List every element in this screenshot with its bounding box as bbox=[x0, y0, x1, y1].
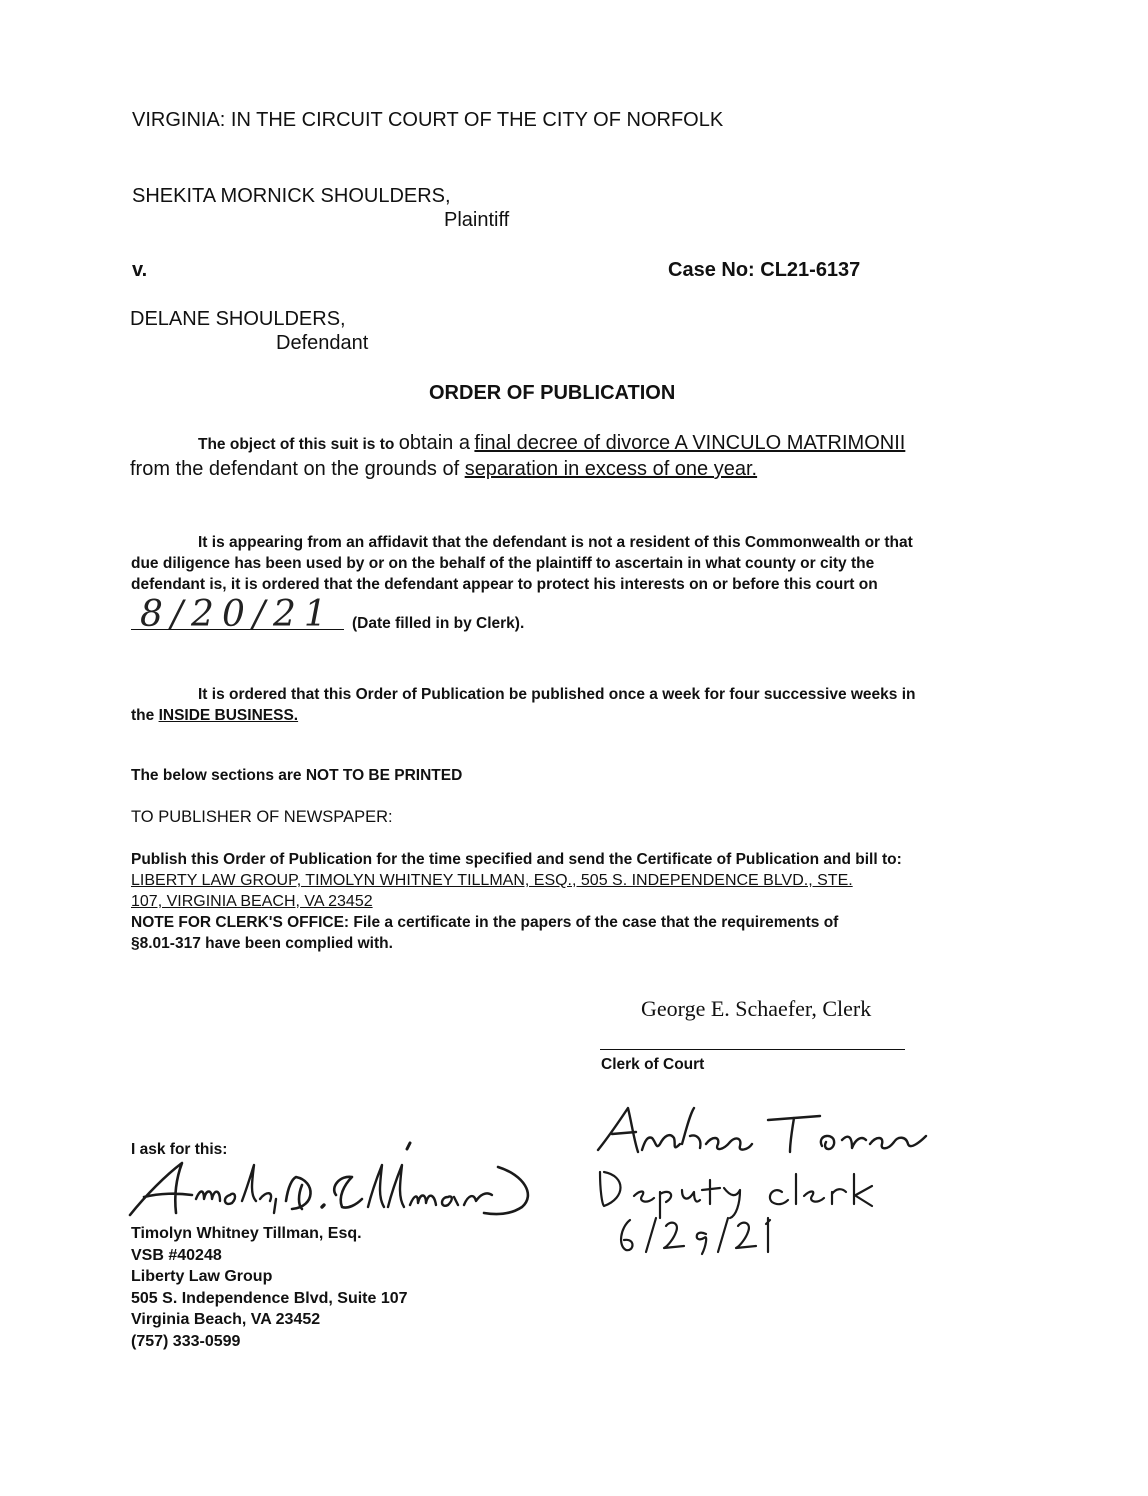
affidavit-paragraph bbox=[131, 532, 1011, 595]
court-heading: VIRGINIA: IN THE CIRCUIT COURT OF THE CITY OF NORFOLK bbox=[132, 109, 724, 131]
publisher-label: TO PUBLISHER OF NEWSPAPER: bbox=[131, 808, 393, 826]
object-lead-large: obtain a bbox=[398, 432, 470, 454]
attorney-vsb: VSB #40248 bbox=[131, 1246, 222, 1264]
clerk-note-line-1: NOTE FOR CLERK'S OFFICE: File a certificate in the papers of the case that the requirements of bbox=[131, 914, 839, 931]
attorney-block bbox=[131, 1223, 408, 1352]
deputy-clerk-signature bbox=[590, 1100, 960, 1260]
document-title: ORDER OF PUBLICATION bbox=[429, 382, 676, 404]
clerk-signature-line bbox=[600, 1049, 905, 1050]
publication-paragraph bbox=[131, 684, 1011, 726]
object-lead-small: The object of this suit is to bbox=[198, 436, 395, 453]
decree-type: final decree of divorce A VINCULO MATRIMONII bbox=[474, 432, 906, 454]
object-line-1 bbox=[198, 432, 905, 455]
defendant-name: DELANE SHOULDERS, bbox=[130, 308, 346, 330]
plaintiff-role: Plaintiff bbox=[444, 209, 510, 231]
object-line-2 bbox=[130, 458, 757, 481]
publish-instructions: Publish this Order of Publication for the time specified and send the Certificate of Publication and bill to: bbox=[131, 851, 902, 868]
newspaper-name: INSIDE BUSINESS. bbox=[158, 707, 299, 724]
attorney-firm: Liberty Law Group bbox=[131, 1268, 273, 1285]
date-note: (Date filled in by Clerk). bbox=[352, 615, 525, 632]
case-number: Case No: CL21-6137 bbox=[668, 259, 861, 281]
appearance-date-handwritten: 8/20/21 bbox=[140, 594, 335, 635]
divorce-grounds: separation in excess of one year. bbox=[464, 458, 758, 480]
affidavit-line-3: defendant is, it is ordered that the defendant appear to protect his interests on or before this court on bbox=[131, 576, 878, 593]
affidavit-line-2: due diligence has been used by or on the behalf of the plaintiff to ascertain in what county or city the bbox=[131, 555, 875, 572]
defendant-role: Defendant bbox=[276, 332, 369, 354]
attorney-address-1: 505 S. Independence Blvd, Suite 107 bbox=[131, 1289, 408, 1307]
bill-to-line-1: LIBERTY LAW GROUP, TIMOLYN WHITNEY TILLMAN, ESQ., 505 S. INDEPENDENCE BLVD., STE. bbox=[131, 872, 853, 889]
versus-label: v. bbox=[132, 259, 148, 281]
object-line2-lead: from the defendant on the grounds of bbox=[130, 458, 460, 480]
attorney-signature bbox=[126, 1135, 546, 1230]
ask-label: I ask for this: bbox=[131, 1141, 228, 1158]
attorney-phone: (757) 333-0599 bbox=[131, 1332, 241, 1350]
bill-to-line-2: 107, VIRGINIA BEACH, VA 23452 bbox=[131, 893, 373, 910]
publication-line-1: It is ordered that this Order of Publication be published once a week for four successive weeks in bbox=[198, 686, 916, 703]
affidavit-line-1: It is appearing from an affidavit that the defendant is not a resident of this Commonwealth or that bbox=[198, 534, 913, 551]
plaintiff-name: SHEKITA MORNICK SHOULDERS, bbox=[132, 185, 451, 207]
attorney-name: Timolyn Whitney Tillman, Esq. bbox=[131, 1225, 362, 1242]
publication-line2-lead: the bbox=[131, 707, 155, 724]
attorney-address-2: Virginia Beach, VA 23452 bbox=[131, 1311, 321, 1328]
clerk-note-line-2: §8.01-317 have been complied with. bbox=[131, 935, 393, 952]
billing-paragraph bbox=[131, 849, 1011, 954]
clerk-name: George E. Schaefer, Clerk bbox=[641, 996, 872, 1021]
date-underline bbox=[131, 629, 344, 630]
clerk-of-court-label: Clerk of Court bbox=[601, 1056, 705, 1073]
publication-line-2 bbox=[131, 705, 1011, 726]
not-printed-heading: The below sections are NOT TO BE PRINTED bbox=[131, 767, 463, 784]
